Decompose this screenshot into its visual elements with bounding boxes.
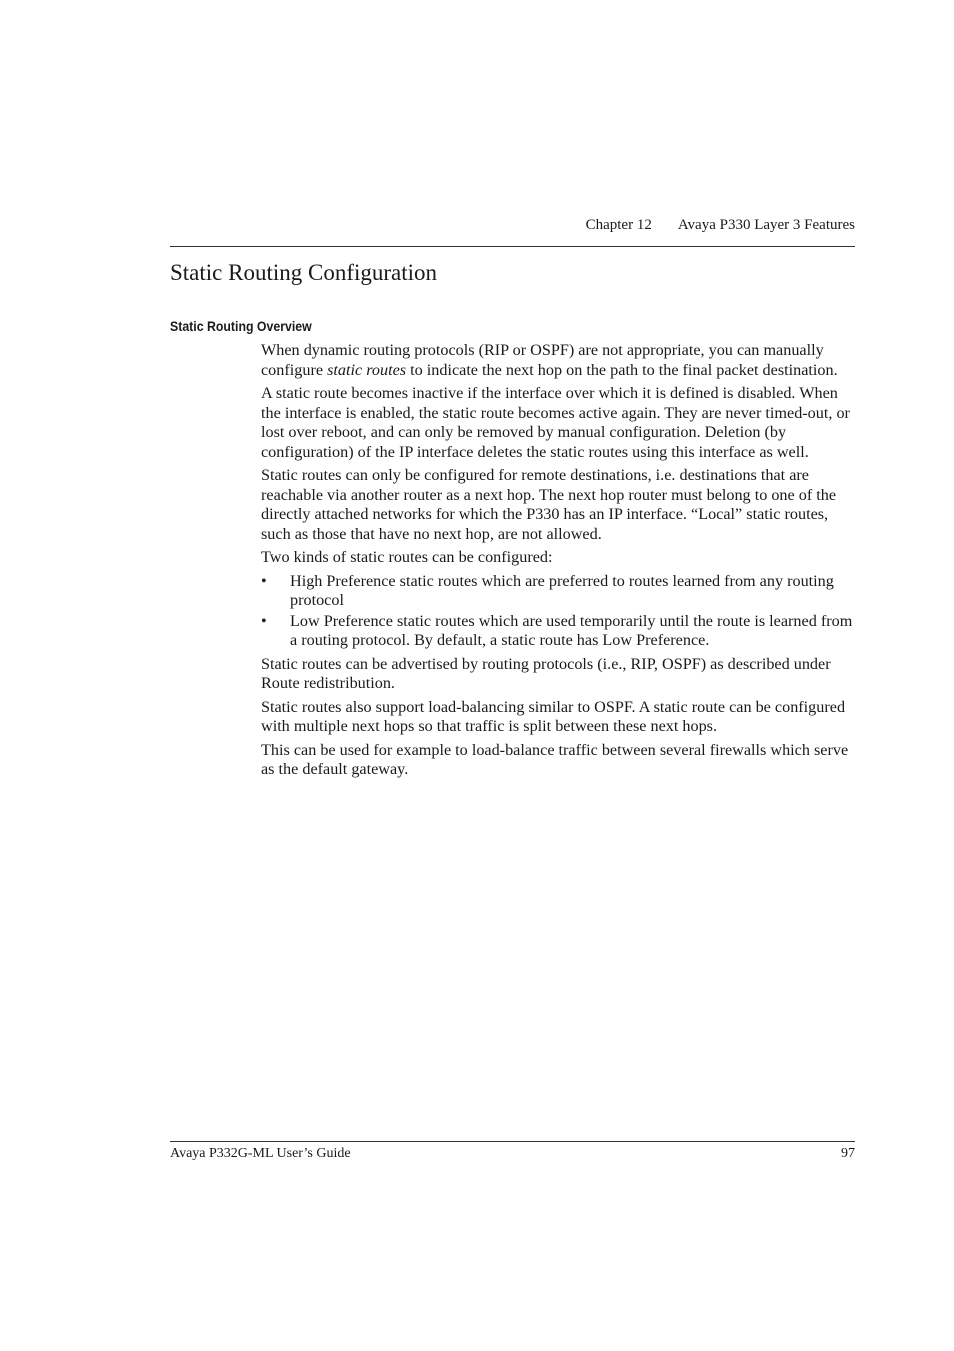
running-header	[170, 215, 855, 235]
footer-divider	[170, 1141, 855, 1142]
header-divider	[170, 246, 855, 247]
bullet-list	[261, 572, 857, 651]
paragraph-firewalls: This can be used for example to load-balance traffic between several firewalls which serve as the default gateway.	[261, 740, 849, 778]
list-item	[261, 612, 857, 651]
paragraph-remote: Static routes can only be configured for remote destinations, i.e. destinations that are reachable via another router as a next hop. The next hop router must belong to one of the directly attached networks for which the P330 has an IP interface. “Local” static routes, such as those that have no next hop, are not allowed.	[261, 466, 837, 543]
section-title: Static Routing Configuration	[170, 260, 438, 285]
paragraph-load-balancing: Static routes also support load-balancing similar to OSPF. A static route can be configured with multiple next hops so that traffic is split between these next hops.	[261, 697, 846, 735]
list-item-text: High Preference static routes which are preferred to routes learned from any routing protocol	[290, 571, 834, 609]
paragraph-intro	[261, 341, 857, 380]
list-item	[261, 572, 857, 611]
subsection-title: Static Routing Overview	[170, 318, 312, 334]
list-item-text: Low Preference static routes which are used temporarily until the route is learned from a routing protocol. By default, a static route has Low Preference.	[290, 611, 853, 649]
page-number: 97	[841, 1146, 855, 1161]
bullet-icon: •	[261, 571, 267, 590]
bullet-icon: •	[261, 611, 267, 630]
body-text	[261, 341, 857, 784]
guide-title: Avaya P332G-ML User’s Guide	[170, 1146, 351, 1161]
paragraph-intro-text: When dynamic routing protocols (RIP or OSPF) are not appropriate, you can manually configure	[261, 341, 824, 379]
paragraph-advertised: Static routes can be advertised by routing protocols (i.e., RIP, OSPF) as described under Route redistribution.	[261, 654, 831, 692]
paragraph-inactive: A static route becomes inactive if the interface over which it is defined is disabled. When the interface is enabled, the static route becomes active again. They are never timed-out, or lost over reboot, and can only be removed by manual configuration. Deletion (by configuration) of the IP interface deletes the static routes using this interface as well.	[261, 384, 850, 461]
paragraph-kinds: Two kinds of static routes can be configured:	[261, 548, 553, 566]
paragraph-intro-end: to indicate the next hop on the path to the final packet destination.	[406, 360, 838, 379]
static-routes-term: static routes	[327, 360, 407, 379]
chapter-number: Chapter 12	[585, 217, 652, 233]
chapter-title: Avaya P330 Layer 3 Features	[677, 217, 855, 233]
